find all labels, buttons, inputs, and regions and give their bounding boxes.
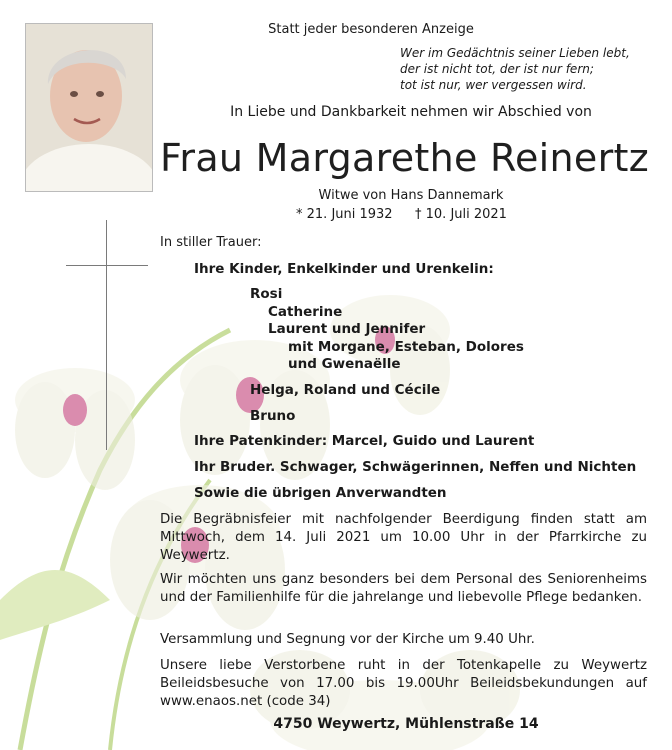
mourner-name: Helga, Roland und Cécile [250,382,441,398]
notice-text: Statt jeder besonderen Anzeige [268,22,474,37]
cross-vertical-line [106,220,107,450]
mourner-name: und Gwenaëlle [288,356,401,372]
mourner-name: Laurent und Jennifer [268,321,426,337]
mourning-label: In stiller Trauer: [160,235,262,250]
address: 4750 Weywertz, Mühlenstraße 14 [273,716,539,732]
birth-date: * 21. Juni 1932 [296,207,393,222]
mourner-name: mit Morgane, Esteban, Dolores [288,339,524,355]
quote-line: Wer im Gedächtnis seiner Lieben lebt, [400,46,630,60]
thanks-paragraph: Wir möchten uns ganz besonders bei dem Personal des Seniorenheims und der Familienhilfe für die jahrelange und liebevolle Pflege bedanken. [160,572,647,605]
chapel-paragraph: Unsere liebe Verstorbene ruht in der Totenkapelle zu Weywertz Beileidsbesuche von 17.00 bis 19.00Uhr Beileidsbekundungen auf www.enaos.net (code 34) [160,658,647,709]
funeral-paragraph: Die Begräbnisfeier mit nachfolgender Beerdigung finden statt am Mittwoch, dem 14. Juli 2021 um 10.00 Uhr in der Pfarrkirche zu Weywertz. [160,512,647,563]
deceased-name: Frau Margarethe Reinertz [160,136,649,180]
mourner-name: Rosi [250,286,283,302]
orchid-flower [15,368,135,490]
siblings-line: Ihr Bruder. Schwager, Schwägerinnen, Neffen und Nichten [194,459,637,475]
death-date: † 10. Juli 2021 [415,207,507,222]
mourner-name: Bruno [250,408,296,424]
quote-line: der ist nicht tot, der ist nur fern; [400,62,594,76]
relatives-line: Sowie die übrigen Anverwandten [194,485,447,501]
children-heading: Ihre Kinder, Enkelkinder und Urenkelin: [194,261,494,277]
meeting-paragraph: Versammlung und Segnung vor der Kirche um 9.40 Uhr. [160,632,535,647]
quote-line: tot ist nur, wer vergessen wird. [400,78,587,92]
mourner-name: Catherine [268,304,343,320]
godchildren-line: Ihre Patenkinder: Marcel, Guido und Laurent [194,433,535,449]
memorial-quote [400,45,660,93]
widow-of: Witwe von Hans Dannemark [318,188,504,203]
orchid-leaf [0,570,110,640]
cross-horizontal-line [66,265,148,266]
farewell-intro: In Liebe und Dankbarkeit nehmen wir Abschied von [230,104,592,120]
